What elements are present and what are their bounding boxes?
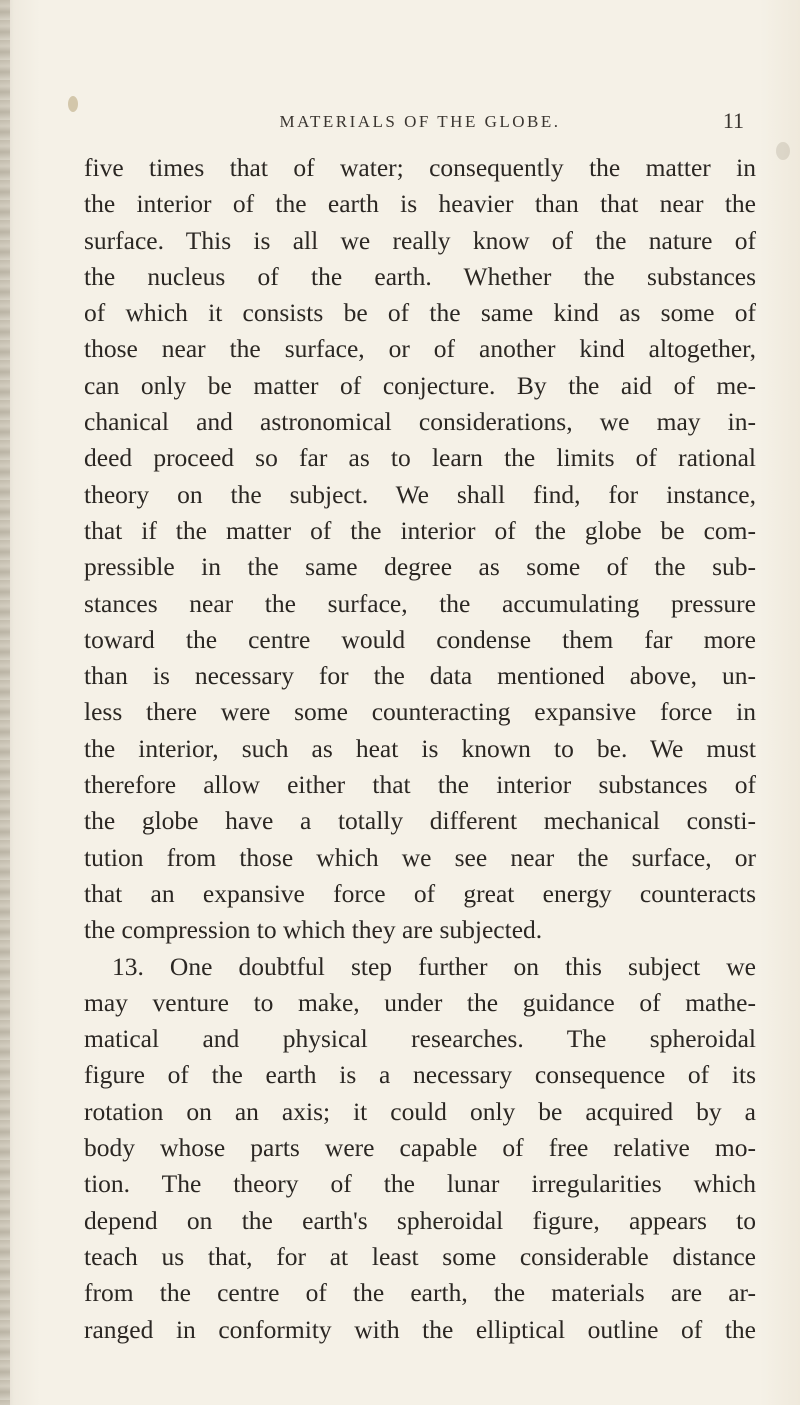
text-line: pressible in the same degree as some of the sub- (84, 552, 756, 582)
text-line: from the centre of the earth, the materials are ar- (84, 1278, 756, 1308)
text-line: body whose parts were capable of free relative mo- (84, 1133, 756, 1163)
ink-smudge (776, 142, 790, 160)
body-text (84, 150, 756, 1348)
text-line: may venture to make, under the guidance of mathe- (84, 987, 756, 1017)
text-line: of which it consists be of the same kind as some of (84, 298, 756, 328)
text-line: those near the surface, or of another kind altogether, (84, 334, 756, 364)
page-binding-edge (0, 0, 10, 1405)
text-line: can only be matter of conjecture. By the aid of me- (84, 370, 756, 400)
text-line: teach us that, for at least some considerable distance (84, 1241, 756, 1271)
text-line: depend on the earth's spheroidal figure, appears to (84, 1205, 756, 1235)
running-head (90, 108, 750, 142)
text-line: that an expansive force of great energy counteracts (84, 878, 756, 908)
running-title: MATERIALS OF THE GLOBE. (279, 112, 561, 131)
paragraph-end-line: the compression to which they are subjected. (84, 915, 543, 945)
text-line: stances near the surface, the accumulating pressure (84, 588, 756, 618)
text-line: the globe have a totally different mechanical consti- (84, 806, 756, 836)
text-line: surface. This is all we really know of the nature of (84, 225, 756, 255)
page-number: 11 (722, 108, 744, 133)
text-line: theory on the subject. We shall find, for instance, (84, 479, 756, 509)
text-line: less there were some counteracting expansive force in (84, 697, 756, 727)
text-line: therefore allow either that the interior substances of (84, 770, 756, 800)
text-line: tion. The theory of the lunar irregularities which (84, 1169, 756, 1199)
section-13-first-line: 13. One doubtful step further on this subject we (112, 951, 756, 981)
text-line: that if the matter of the interior of the globe be com- (84, 515, 756, 545)
text-line: the interior of the earth is heavier than that near the (84, 189, 756, 219)
text-line: deed proceed so far as to learn the limits of rational (84, 443, 756, 473)
text-line: chanical and astronomical considerations, we may in- (84, 407, 756, 437)
text-line: matical and physical researches. The spheroidal (84, 1024, 756, 1054)
text-line: figure of the earth is a necessary consequence of its (84, 1060, 756, 1090)
text-line: tution from those which we see near the surface, or (84, 842, 756, 872)
text-line: toward the centre would condense them far more (84, 624, 756, 654)
text-line: the interior, such as heat is known to be. We must (84, 733, 756, 763)
text-line: ranged in conformity with the elliptical outline of the (84, 1314, 756, 1344)
text-line: than is necessary for the data mentioned above, un- (84, 661, 756, 691)
ink-smudge (68, 96, 78, 112)
text-line: the nucleus of the earth. Whether the substances (84, 261, 756, 291)
text-line: five times that of water; consequently the matter in (84, 153, 756, 182)
text-line: rotation on an axis; it could only be acquired by a (84, 1096, 756, 1126)
